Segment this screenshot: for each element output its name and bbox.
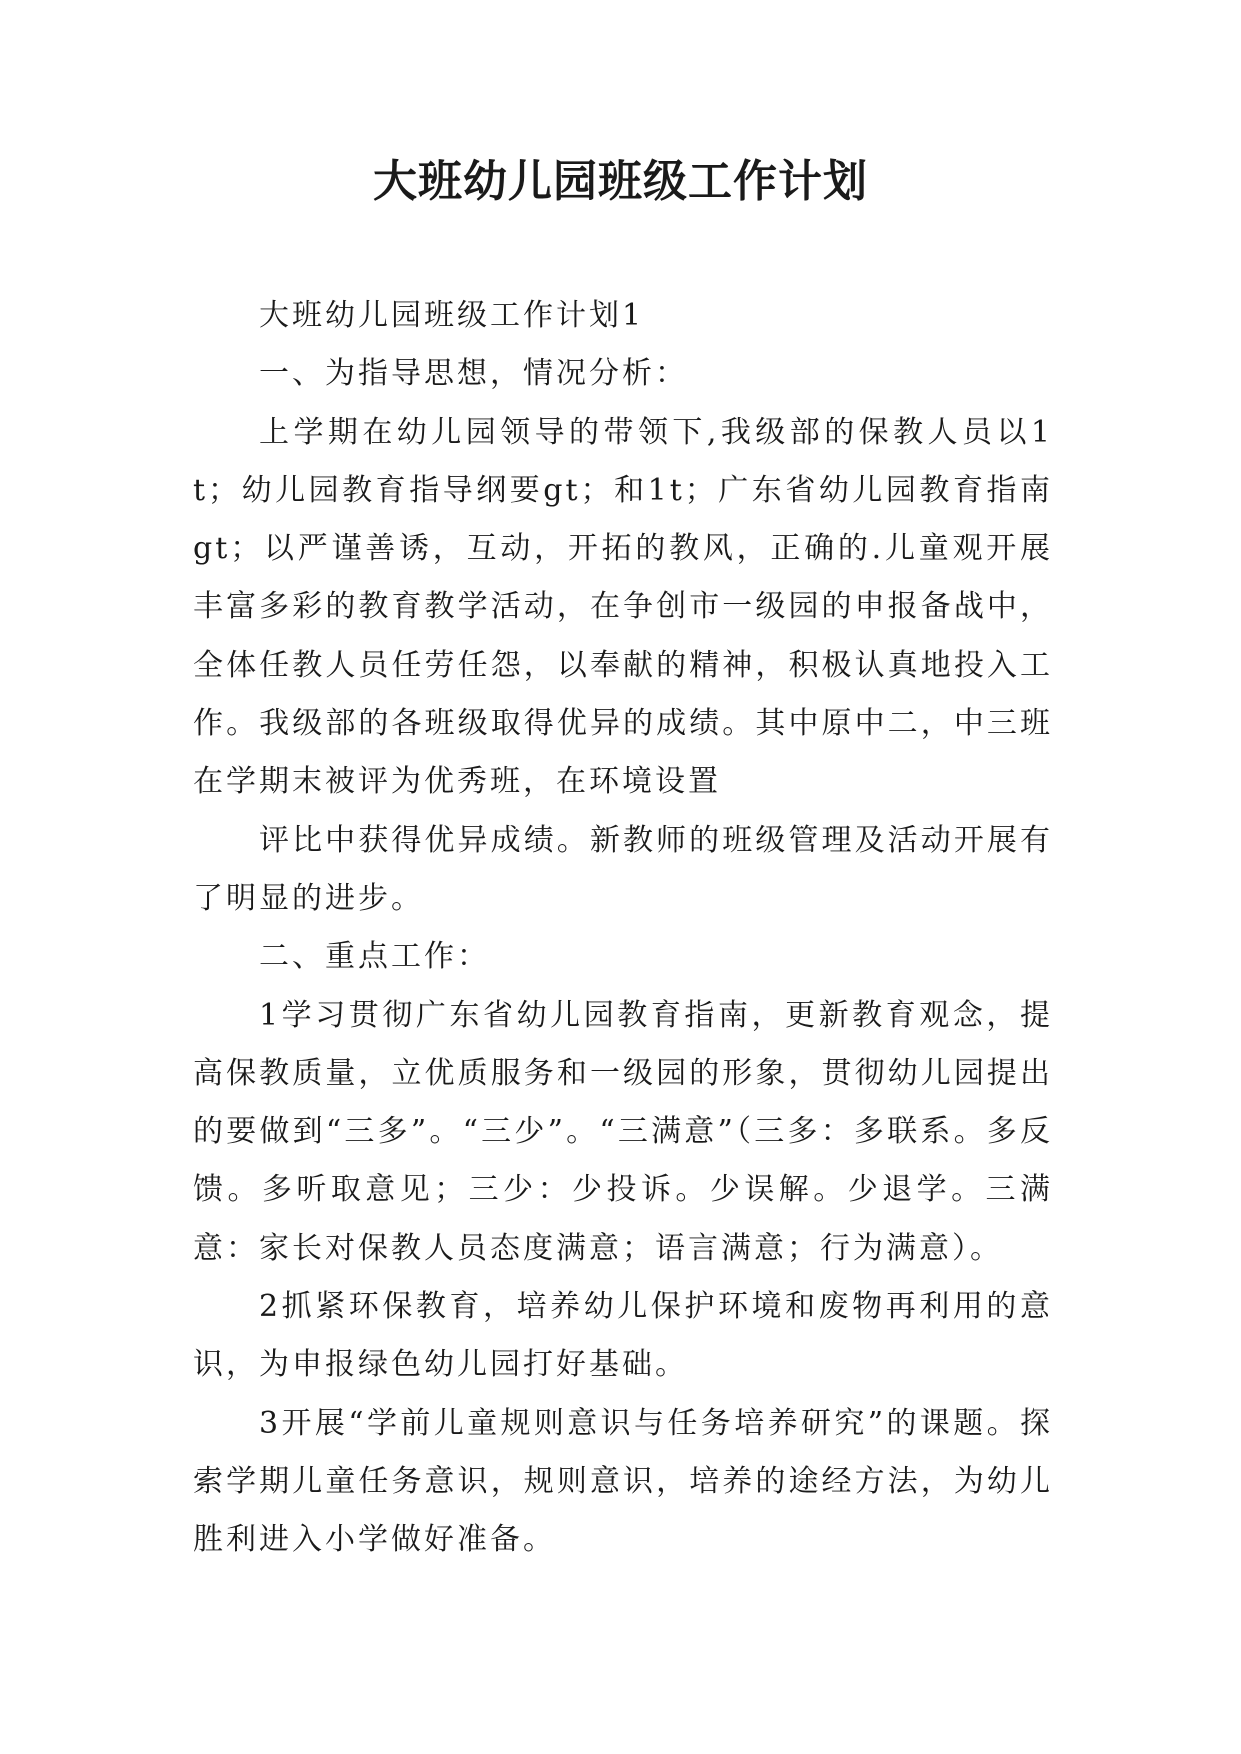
paragraph-item-3: 3开展“学前儿童规则意识与任务培养研究”的课题。探索学期儿童任务意识，规则意识，培养的途经方法，为幼儿胜利进入小学做好准备。 <box>193 1405 1053 1558</box>
paragraph-item-2: 2抓紧环保教育，培养幼儿保护环境和废物再利用的意识，为申报绿色幼儿园打好基础。 <box>193 1289 1053 1383</box>
section-heading-plan: 大班幼儿园班级工作计划1 <box>259 298 645 333</box>
document-title: 大班幼儿园班级工作计划 <box>373 156 868 207</box>
paragraph-item-1: 1学习贯彻广东省幼儿园教育指南，更新教育观念，提高保教质量，立优质服务和一级园的形象，贯彻幼儿园提出的要做到“三多”。“三少”。“三满意”（三多：多联系。多反馈。多听取意见；三少：少投诉。少误解。少退学。三满意：家长对保教人员态度满意；语言满意；行为满意）。 <box>193 997 1053 1266</box>
paragraph-evaluation: 评比中获得优异成绩。新教师的班级管理及活动开展有了明显的进步。 <box>193 822 1053 916</box>
section-heading-guiding-thought: 一、为指导思想，情况分析： <box>259 356 688 392</box>
paragraph-situation-analysis: 上学期在幼儿园领导的带领下,我级部的保教人员以1t；幼儿园教育指导纲要gt；和1t；广东省幼儿园教育指南gt；以严谨善诱，互动，开拓的教风，正确的.儿童观开展丰富多彩的教育教学活动，在争创市一级园的申报备战中，全体任教人员任劳任怨，以奉献的精神，积极认真地投入工作。我级部的各班级取得优异的成绩。其中原中二，中三班在学期末被评为优秀班，在环境设置 <box>193 414 1053 800</box>
section-heading-key-work: 二、重点工作： <box>259 939 490 975</box>
document-body <box>193 287 1053 1570</box>
